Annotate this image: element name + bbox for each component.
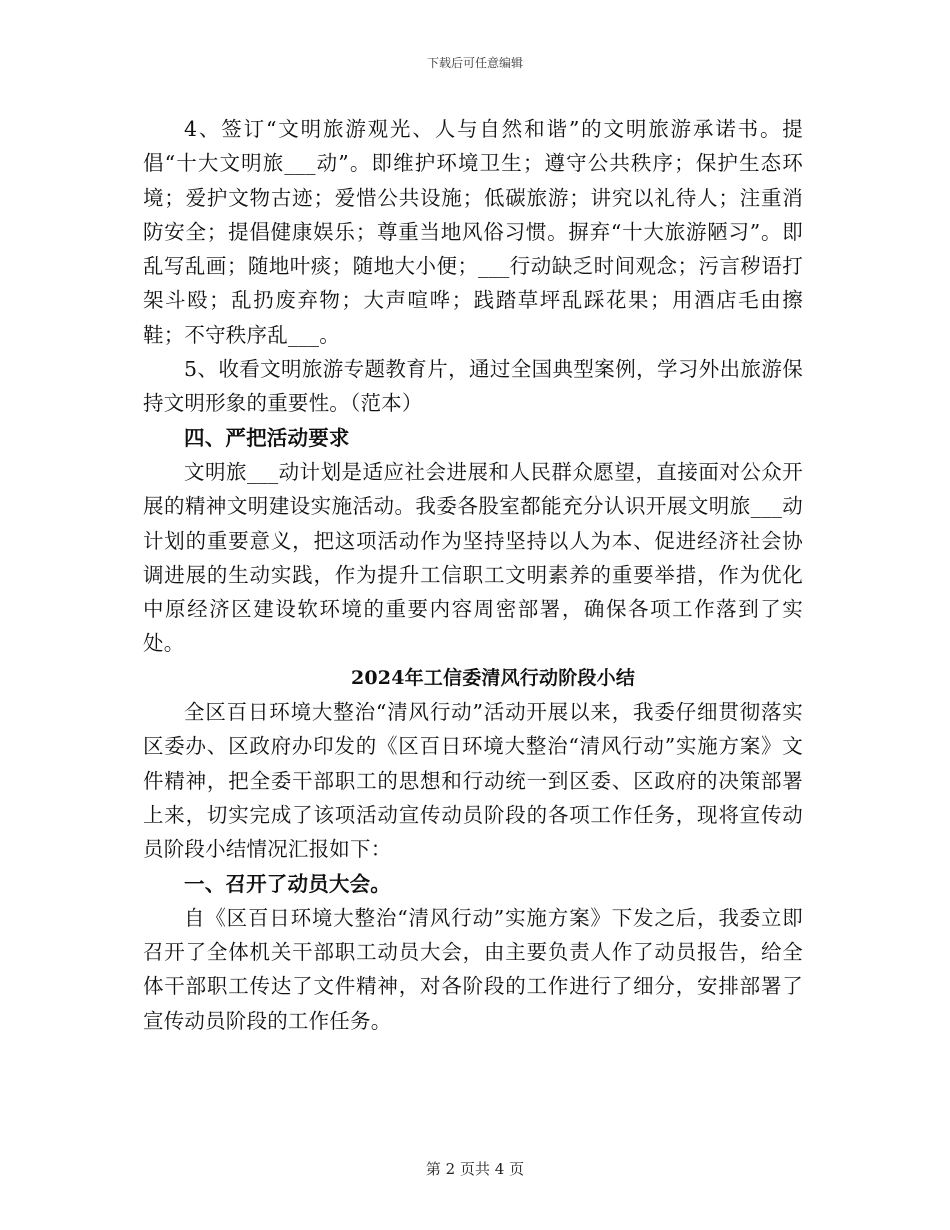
document-body — [143, 112, 803, 1038]
page-footer: 第 2 页共 4 页 — [425, 1160, 525, 1178]
paragraph-requirements: 文明旅___动计划是适应社会进展和人民群众愿望，直接面对公众开展的精神文明建设实施活动。我委各股室都能充分认识开展文明旅___动计划的重要意义，把这项活动作为坚持坚持以人为本、促进经济社会协调进展的生动实践，作为提升工信职工文明素养的重要举措，作为优化中原经济区建设软环境的重要内容周密部署，确保各项工作落到了实处。 — [143, 459, 803, 656]
section-heading-meeting: 一、召开了动员大会。 — [184, 871, 391, 896]
paragraph-education-film: 5、收看文明旅游专题教育片，通过全国典型案例，学习外出旅游保持文明形象的重要性。（范本） — [143, 357, 803, 416]
paragraph-summary-intro: 全区百日环境大整治“清风行动”活动开展以来，我委仔细贯彻落实区委办、区政府办印发的《区百日环境大整治“清风行动”实施方案》文件精神，把全委干部职工的思想和行动统一到区委、区政府的决策部署上来，切实完成了该项活动宣传动员阶段的各项工作任务，现将宣传动员阶段小结情况汇报如下： — [143, 700, 803, 862]
document-title: 2024年工信委清风行动阶段小结 — [350, 666, 636, 689]
paragraph-commitment: 4、签订“文明旅游观光、人与自然和谐”的文明旅游承诺书。提倡“十大文明旅___动”。即维护环境卫生；遵守公共秩序；保护生态环境；爱护文物古迹；爱惜公共设施；低碳旅游；讲究以礼待人；注重消防安全；提倡健康娱乐；尊重当地风俗习惯。摒弃“十大旅游陋习”。即乱写乱画；随地叶痰；随地大小便；___行动缺乏时间观念；污言秽语打架斗殴；乱扔废弃物；大声喧哗；践踏草坪乱踩花果；用酒店毛由擦鞋；不守秩序乱___。 — [143, 117, 803, 347]
page-header: 下载后可任意编辑 — [426, 56, 523, 70]
paragraph-meeting: 自《区百日环境大整治“清风行动”实施方案》下发之后，我委立即召开了全体机关干部职工动员大会，由主要负责人作了动员报告，给全体干部职工传达了文件精神，对各阶段的工作进行了细分，安排部署了宣传动员阶段的工作任务。 — [143, 905, 803, 1033]
section-heading-requirements: 四、严把活动要求 — [184, 425, 350, 450]
